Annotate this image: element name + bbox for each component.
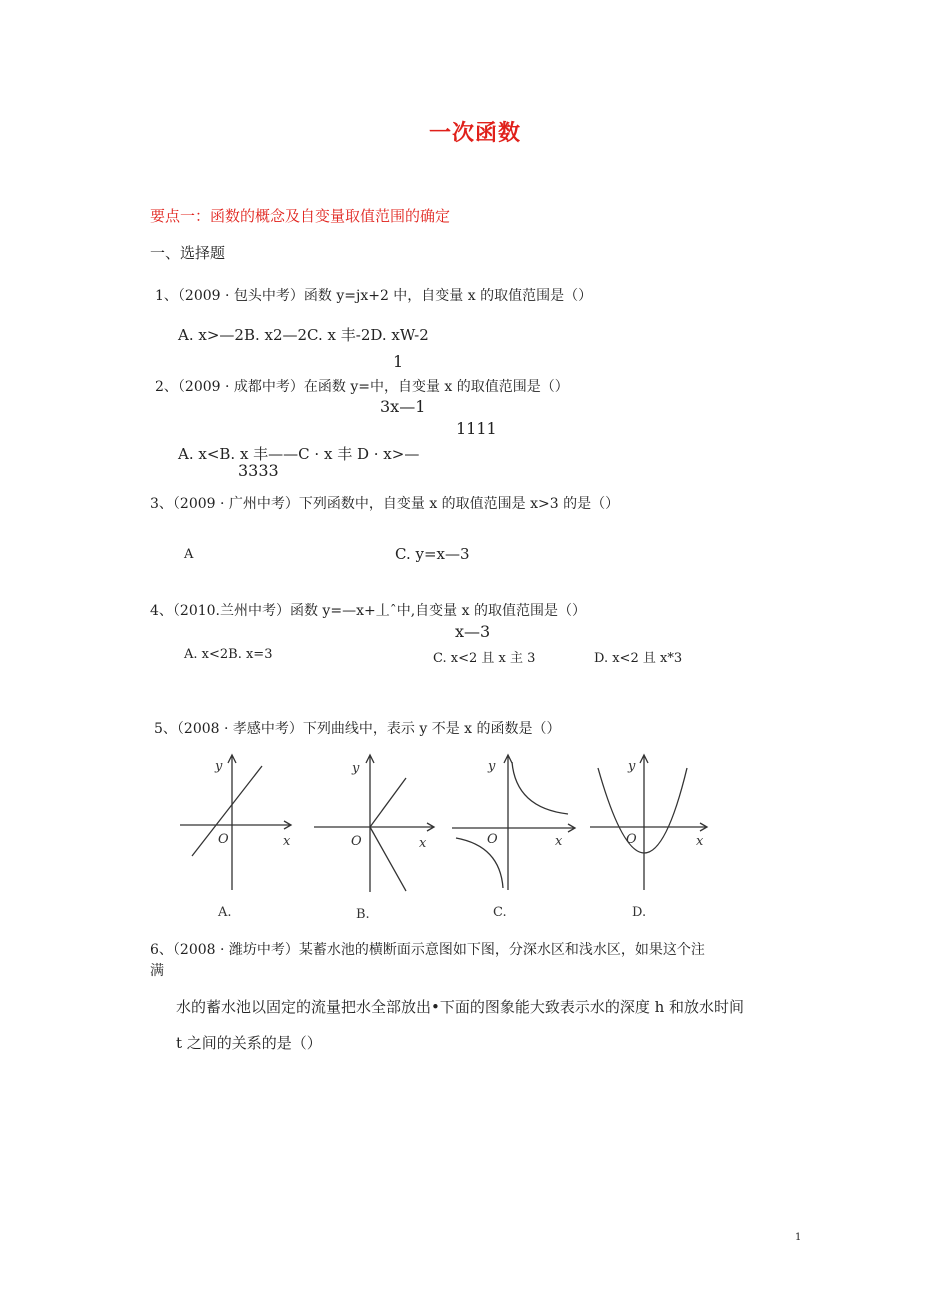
graph-a-origin: O — [218, 832, 229, 847]
graph-d — [590, 755, 707, 890]
graph-c-label: C. — [493, 905, 507, 920]
graph-d-x-label: x — [696, 834, 704, 849]
graph-c — [452, 755, 575, 890]
graph-d-label: D. — [632, 905, 647, 920]
graph-b-label: B. — [356, 907, 370, 922]
graph-c-y-label: y — [488, 759, 496, 774]
q6-line2: 水的蓄水池以固定的流量把水全部放出•下面的图象能大致表示水的深度 h 和放水时间 — [176, 998, 745, 1016]
q2-options: A. x<B. x 丰——C · x 丰 D · x>— — [178, 445, 420, 463]
q4-option-d: D. x<2 且 x*3 — [594, 651, 683, 666]
q4-option-c: C. x<2 且 x 主 3 — [433, 651, 536, 666]
part-heading: 一、选择题 — [150, 244, 226, 262]
q4-options-cropped — [150, 647, 710, 666]
graph-d-origin: O — [626, 832, 637, 847]
page-title: 一次函数 — [428, 121, 521, 146]
q2-options-numerators: 1111 — [456, 419, 497, 438]
q6-line1: 6、（2008 · 潍坊中考）某蓄水池的横断面示意图如下图，分深水区和浅水区，如果这个注 — [150, 942, 705, 958]
graph-a-x-label: x — [283, 834, 291, 849]
graph-c-upper-branch — [512, 762, 568, 814]
q3-option-a: A — [184, 547, 194, 562]
graph-b-upper-ray — [370, 778, 406, 827]
q4-stem: 4、（2010.兰州中考）函数 y=—x+丄ˆ中,自变量 x 的取值范围是（） — [150, 603, 586, 619]
section-heading: 要点一：函数的概念及自变量取值范围的确定 — [150, 207, 451, 225]
q1-options: A. x>—2B. x2—2C. x 丰-2D. xW-2 — [178, 326, 429, 344]
q6-line1-wrap: 满 — [150, 963, 164, 979]
graph-d-y-label: y — [628, 759, 636, 774]
graph-a-label: A. — [218, 905, 232, 920]
graph-b-origin: O — [351, 834, 362, 849]
page-number: 1 — [795, 1232, 802, 1243]
graph-d-parabola — [598, 768, 687, 853]
q2-options-denominators: 3333 — [238, 461, 279, 480]
q6-line3: t 之间的关系的是（） — [176, 1034, 322, 1052]
graph-b-lower-ray — [370, 827, 406, 891]
q2-stem: 2、（2009 · 成都中考）在函数 y=中，自变量 x 的取值范围是（） — [155, 379, 569, 395]
q5-stem-cropped — [150, 718, 630, 737]
graph-b-x-label: x — [419, 836, 427, 851]
q5-graphs — [170, 748, 720, 928]
q2-numerator: 1 — [393, 352, 404, 371]
q5-stem: 5、（2008 · 孝感中考）下列曲线中，表示 y 不是 x 的函数是（） — [154, 721, 561, 737]
graph-b-y-label: y — [352, 761, 360, 776]
q2-denominator: 3x—1 — [380, 397, 426, 416]
graph-c-x-label: x — [555, 834, 563, 849]
graph-a — [180, 755, 291, 890]
graph-a-y-label: y — [215, 759, 223, 774]
q4-denominator: x—3 — [455, 622, 491, 641]
q3-option-c: C. y=x—3 — [395, 545, 470, 563]
graph-b — [314, 755, 434, 892]
graph-c-origin: O — [487, 832, 498, 847]
q1-stem: 1、（2009 · 包头中考）函数 y=jx+2 中，自变量 x 的取值范围是（） — [155, 288, 593, 304]
q3-stem: 3、（2009 · 广州中考）下列函数中，自变量 x 的取值范围是 x>3 的是（） — [150, 496, 620, 512]
q4-option-ab: A. x<2B. x=3 — [184, 647, 273, 662]
